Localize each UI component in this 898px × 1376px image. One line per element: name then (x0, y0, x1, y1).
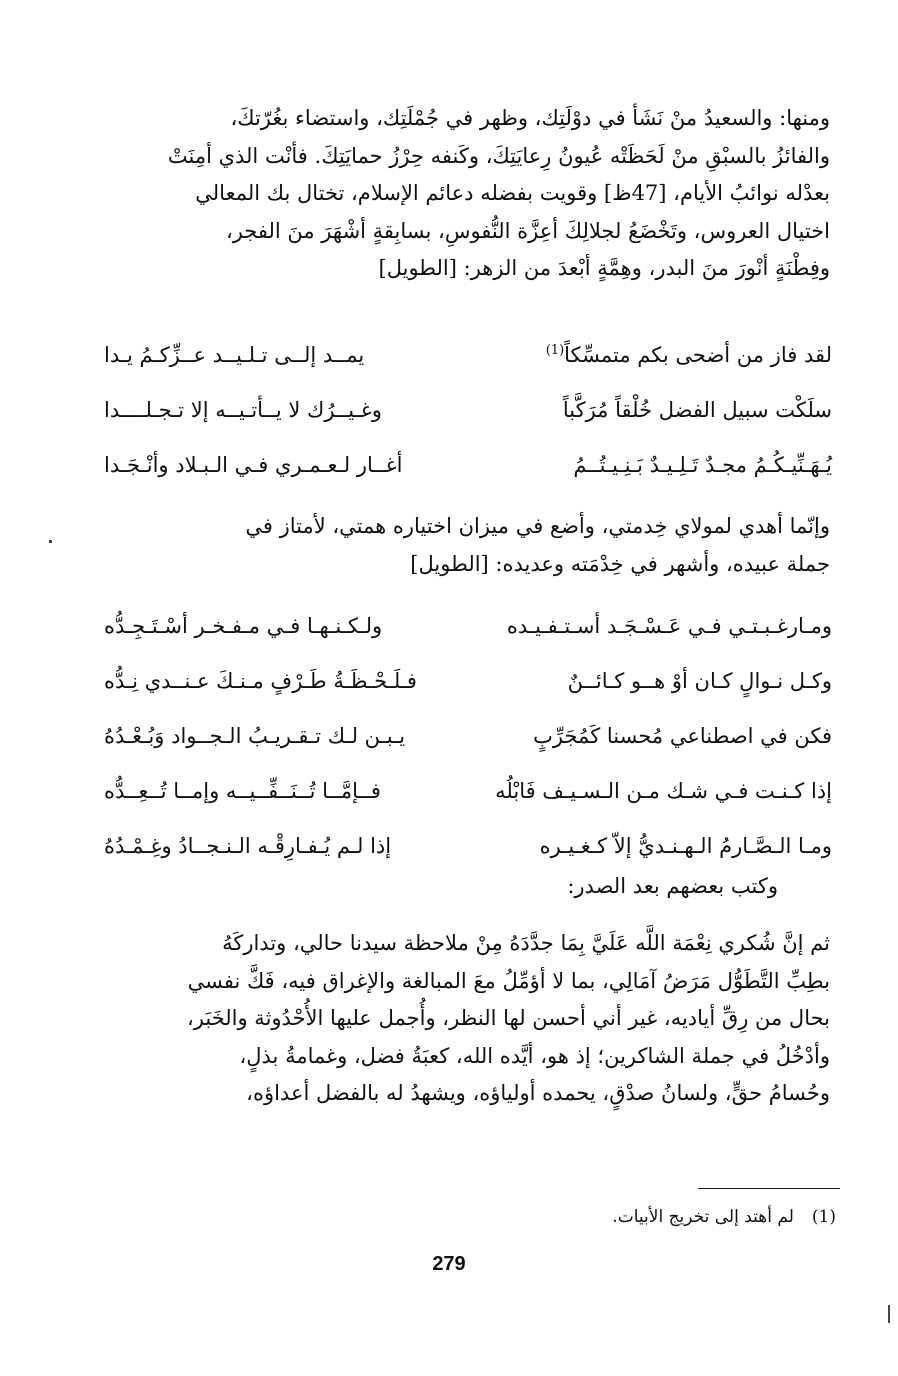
verse-first-hemistich: يُـهَـنِّيـكُـمُ مجـدٌ تَـلِـيـدٌ بَـنِـيـتُــمُ (573, 452, 832, 477)
text-line: بطِبِّ التَّطَوُّل مَرَضُ آمَالِي، بما لا أؤمِّلُ معَ المبالغة والإغراق فيه، فَكَّ نفسي (187, 968, 830, 993)
footnote (612, 1207, 836, 1227)
verse-second-hemistich: يمــد إلــى تـلـيــد عــزِّكـمُ يـدا (104, 342, 365, 367)
verse-first-hemistich: وكـل نـوالٍ كـان أوْ هــو كـائــنٌ (567, 668, 832, 693)
verse-row (104, 382, 832, 437)
footnote-separator (698, 1188, 840, 1189)
verse-row (104, 437, 832, 492)
verse-first-hemistich: لقد فاز من أضحى بكم متمسِّكاً$^{(1)}$ (545, 342, 832, 367)
text-line: وحُسامُ حقٍّ، ولسانُ صدْقٍ، يحمده أولياؤه، ويشهدُ له بالفضل أعداؤه، (246, 1081, 830, 1105)
verses-block-1 (104, 327, 832, 492)
text-line: بعدْله نوائبُ الأيام، [47ظ] وقويت بفضله دعائم الإسلام، تختال بك المعالي (195, 181, 830, 205)
verse-second-hemistich: ولـكـنـهـا فـي مـفـخـر أسْـتَـجِـدُّه (104, 613, 383, 638)
scan-speck (888, 1305, 890, 1323)
verses-block-2 (104, 598, 832, 873)
footnote-text: لم أهتد إلى تخريج الأبيات. (612, 1207, 794, 1227)
verse-second-hemistich: فـلَـحْـظَـةُ طَـرْفٍ مـنـكَ عـنــدي نِـدُّه (104, 668, 417, 693)
verse-row (104, 708, 832, 763)
verse-first-hemistich: فكن في اصطناعي مُحسنا كَمُجَرِّبٍ (533, 723, 832, 748)
verse-first-hemistich: ومـارغـبـتـي فـي عَـسْـجَـد أسـتـفـيـده (506, 613, 832, 638)
text-line: بحال من رِقِّ أياديه، غير أني أحسن لها النظر، وأُجمل عليها الأُحْدُوثة والخَبَر، (187, 1006, 830, 1030)
verse-row (104, 653, 832, 708)
text-line: وإنّما أهدي لمولاي خِدمتي، وأضع في ميزان اختياره همتي، لأمتاز في (245, 514, 830, 538)
verse-second-hemistich: فــإمَّــا تُــنَــفِّــيــه وإمــا تُــعِــدُّه (104, 778, 381, 803)
paragraph-1 (104, 100, 830, 288)
verse-second-hemistich: أغــار لـعـمـري فـي الـبـلاد وأنْـجَـدا (104, 452, 403, 477)
text-line: وكتب بعضهم بعد الصدر: (567, 874, 778, 898)
paragraph-2 (104, 508, 830, 583)
text-line: ومنها: والسعيدُ منْ نَشَأ في دوْلَتِك، وظهر في جُمْلَتِك، واستضاء بغُرّتكَ، (230, 106, 830, 130)
verse-row (104, 818, 832, 873)
text-line: اختيال العروس، وتَخْضَعُ لجلالِكَ أعِزَّة النُّفوسِ، بسابِقةٍ أشْهَرَ منَ الفجر، (225, 218, 830, 243)
page-number: 279 (432, 1253, 466, 1275)
verse-first-hemistich: ومـا الـصَّـارمُ الـهـنـديُّ إلاّ كـغـيـره (539, 833, 832, 858)
verse-second-hemistich: يـبـن لـك تـقـريـبُ الـجــواد وَبُـعْـدُهُ (104, 723, 406, 748)
footnote-marker: (1) (545, 342, 565, 358)
verse-first-hemistich: إذا كـنـت فـي شـك مـن الـسـيـف فَابْلُه (495, 778, 832, 803)
verse-second-hemistich: وغـيــرُك لا يــأتـيــه إلا تـجـلــــدا (104, 397, 382, 422)
text-line: ثم إنَّ شُكري نِعْمَة اللَّه عَلَيَّ بِمَا جدَّدَهُ مِنْ ملاحظة سيدنا حالي، وتداركَهُ (222, 931, 830, 955)
paragraph-3 (104, 925, 830, 1113)
footnote-number: (1) (811, 1207, 836, 1227)
text-line: والفائزُ بالسبْقِ منْ لَحَظَتْه عُيونُ رِعايَتِكَ، وكَنفه حِرْزُ حمايَتِكَ. فأنْت الذي أمِنَتْ (167, 143, 830, 168)
intro-line (104, 868, 778, 906)
text-line: وأدْخُلُ في جملة الشاكرين؛ إذ هو، أيَّده الله، كعبَةُ فضل، وغمامةُ بذلٍ، (239, 1043, 830, 1068)
text-line: جملة عبيده، وأشهر في خِدْمَته وعديده: [الطويل] (410, 551, 830, 576)
scan-speck (49, 540, 52, 543)
verse-first-hemistich: سلَكْت سبيل الفضل خُلْقاً مُرَكَّباً (562, 397, 832, 422)
text-line: وفِطْنَةٍ أنْورَ منَ البدر، وهِمَّةٍ أبْعدَ من الزهر: [الطويل] (378, 256, 830, 280)
verse-row (104, 598, 832, 653)
verse-second-hemistich: إذا لـم يُـفـارِقْـه الـنـجــادُ وغِـمْـدُهُ (104, 833, 392, 858)
verse-row (104, 763, 832, 818)
verse-row (104, 327, 832, 382)
